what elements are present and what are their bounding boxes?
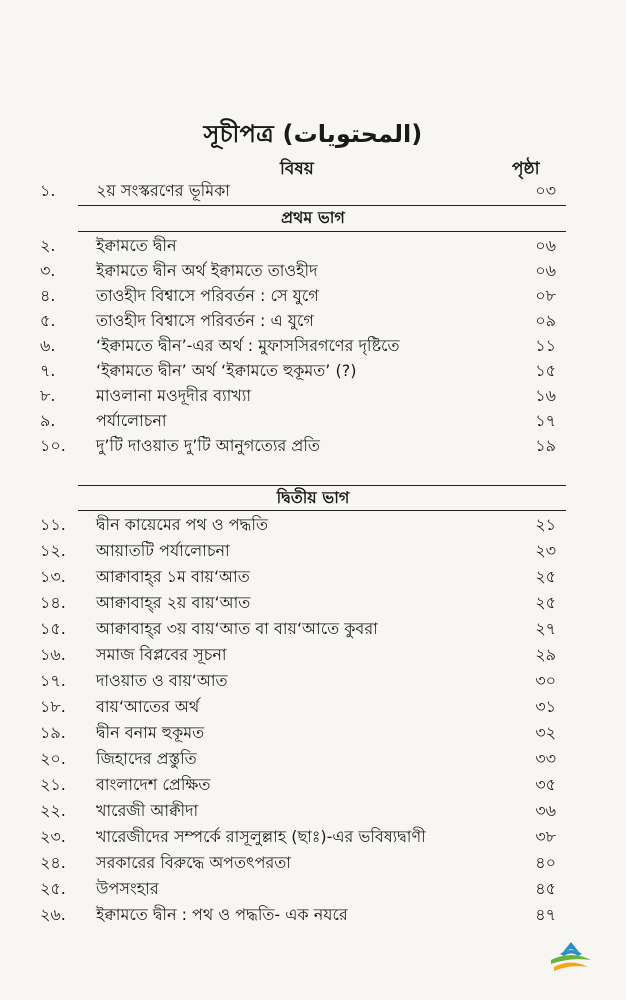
toc-row: [0, 233, 626, 258]
page-title: সূচীপত্র (المحتويات): [203, 120, 423, 148]
toc-title: মাওলানা মওদূদীর ব্যাখ্যা: [96, 386, 252, 405]
divider: [78, 231, 566, 232]
toc-title: ইক্বামতে দ্বীন: [96, 236, 177, 255]
toc-page-number: ১৬: [535, 386, 556, 405]
toc-title: আয়াতটি পর্যালোচনা: [96, 541, 230, 560]
toc-row: [0, 798, 626, 823]
toc-title: দ্বীন বনাম হুকূমত: [96, 723, 205, 742]
toc-title: তাওহীদ বিশ্বাসে পরিবর্তন : এ যুগে: [96, 311, 314, 330]
toc-number: ১৩.: [40, 567, 66, 586]
page-column-header: পৃষ্ঠা: [512, 159, 540, 179]
toc-page-number: ২১: [535, 515, 556, 534]
toc-number: ১.: [40, 181, 56, 200]
toc-number: ১৬.: [40, 645, 66, 664]
toc-row: [0, 258, 626, 283]
toc-page-number: ১৯: [535, 436, 556, 455]
toc-page-number: ৪৭: [535, 905, 556, 924]
toc-number: ১৪.: [40, 593, 66, 612]
toc-title: দাওয়াত ও বায়‘আত: [96, 671, 228, 690]
toc-title: ‘ইক্বামতে দ্বীন’ অর্থ ‘ইক্বামতে হুকূমত’ (?): [96, 361, 357, 380]
toc-page-number: ২৩: [535, 541, 556, 560]
toc-row: [0, 408, 626, 433]
toc-number: ৬.: [40, 336, 56, 355]
toc-title: আক্বাবাহ্‌র ৩য় বায়‘আত বা বায়‘আতে কুবরা: [96, 619, 378, 638]
toc-title: তাওহীদ বিশ্বাসে পরিবর্তন : সে যুগে: [96, 286, 319, 305]
toc-page-number: ৩৫: [535, 775, 556, 794]
toc-row: [0, 850, 626, 875]
toc-page-number: ৩২: [535, 723, 556, 742]
toc-page-number: ০৩: [535, 181, 556, 200]
toc-number: ৪.: [40, 286, 56, 305]
toc-page-number: ২৭: [535, 619, 556, 638]
toc-row: [0, 333, 626, 358]
toc-number: ৭.: [40, 361, 56, 380]
section-heading-part-1: প্রথম ভাগ: [281, 208, 345, 227]
toc-number: ১৯.: [40, 723, 66, 742]
toc-number: ৯.: [40, 411, 56, 430]
toc-row: [0, 824, 626, 849]
toc-page-number: ৩৮: [535, 827, 556, 846]
toc-number: ৮.: [40, 386, 56, 405]
toc-page-number: ৩৩: [535, 749, 556, 768]
toc-page-number: ২৫: [535, 567, 556, 586]
divider: [78, 485, 566, 486]
toc-row: [0, 538, 626, 563]
toc-page-number: ১১: [535, 336, 556, 355]
toc-row: [0, 564, 626, 589]
toc-title: সরকারের বিরুদ্ধে অপতৎপরতা: [96, 853, 291, 872]
toc-row: [0, 668, 626, 693]
toc-number: ১৭.: [40, 671, 66, 690]
toc-row: [0, 512, 626, 537]
publisher-logo-icon: [548, 940, 594, 976]
toc-title: উপসংহার: [96, 879, 159, 898]
toc-row: [0, 876, 626, 901]
toc-title: খারেজীদের সম্পর্কে রাসূলুল্লাহ (ছাঃ)-এর ভবিষ্যদ্বাণী: [96, 827, 426, 846]
toc-title: পর্যালোচনা: [96, 411, 167, 430]
toc-page-number: ৩০: [535, 671, 556, 690]
subject-column-header: বিষয়: [280, 159, 314, 179]
toc-title: বাংলাদেশ প্রেক্ষিত: [96, 775, 211, 794]
toc-row: [0, 283, 626, 308]
toc-number: ৫.: [40, 311, 56, 330]
toc-page-number: ২৯: [535, 645, 556, 664]
toc-number: ১১.: [40, 515, 66, 534]
toc-row: [0, 308, 626, 333]
toc-title: ইক্বামতে দ্বীন : পথ ও পদ্ধতি- এক নযরে: [96, 905, 348, 924]
toc-title: ইক্বামতে দ্বীন অর্থ ইক্বামতে তাওহীদ: [96, 261, 318, 280]
toc-title: ২য় সংস্করণের ভূমিকা: [96, 181, 230, 200]
toc-number: ২০.: [40, 749, 66, 768]
toc-row: [0, 772, 626, 797]
toc-page-number: ৪৫: [535, 879, 556, 898]
toc-number: ১৮.: [40, 697, 66, 716]
toc-title: আক্বাবাহ্‌র ১ম বায়‘আত: [96, 567, 250, 586]
toc-page-number: ১৭: [535, 411, 556, 430]
toc-title: সমাজ বিপ্লবের সূচনা: [96, 645, 227, 664]
toc-page-number: ১৫: [535, 361, 556, 380]
toc-title: দু’টি দাওয়াত দু’টি আনুগত্যের প্রতি: [96, 436, 320, 455]
toc-page-number: ৪০: [535, 853, 556, 872]
toc-row: [0, 590, 626, 615]
toc-row: [0, 746, 626, 771]
toc-page-number: ৩৬: [535, 801, 556, 820]
toc-number: ২.: [40, 236, 56, 255]
toc-title: দ্বীন কায়েমের পথ ও পদ্ধতি: [96, 515, 268, 534]
toc-page-number: ০৬: [535, 261, 556, 280]
toc-row: [0, 694, 626, 719]
toc-row: [0, 616, 626, 641]
toc-number: ৩.: [40, 261, 56, 280]
toc-row: [0, 433, 626, 458]
toc-row: [0, 178, 626, 203]
toc-number: ১০.: [40, 436, 66, 455]
toc-number: ২২.: [40, 801, 66, 820]
toc-page-number: ০৯: [535, 311, 556, 330]
toc-number: ২৩.: [40, 827, 66, 846]
toc-page-number: ৩১: [535, 697, 556, 716]
toc-number: ২৪.: [40, 853, 66, 872]
toc-number: ১৫.: [40, 619, 66, 638]
toc-page-number: ০৬: [535, 236, 556, 255]
toc-row: [0, 642, 626, 667]
toc-number: ২৬.: [40, 905, 66, 924]
toc-title: ‘ইক্বামতে দ্বীন’-এর অর্থ : মুফাসসিরগণের দৃষ্টিতে: [96, 336, 400, 355]
toc-page-number: ০৮: [535, 286, 556, 305]
section-heading-part-2: দ্বিতীয় ভাগ: [276, 488, 350, 507]
toc-title: খারেজী আক্বীদা: [96, 801, 199, 820]
toc-title: আক্বাবাহ্‌র ২য় বায়‘আত: [96, 593, 251, 612]
toc-page-number: ২৫: [535, 593, 556, 612]
toc-row: [0, 902, 626, 927]
toc-number: ২১.: [40, 775, 66, 794]
toc-title: জিহাদের প্রস্তুতি: [96, 749, 197, 768]
divider: [78, 510, 566, 511]
toc-number: ১২.: [40, 541, 66, 560]
toc-number: ২৫.: [40, 879, 66, 898]
toc-title: বায়‘আতের অর্থ: [96, 697, 200, 716]
toc-row: [0, 383, 626, 408]
divider: [78, 205, 566, 206]
toc-row: [0, 358, 626, 383]
toc-row: [0, 720, 626, 745]
